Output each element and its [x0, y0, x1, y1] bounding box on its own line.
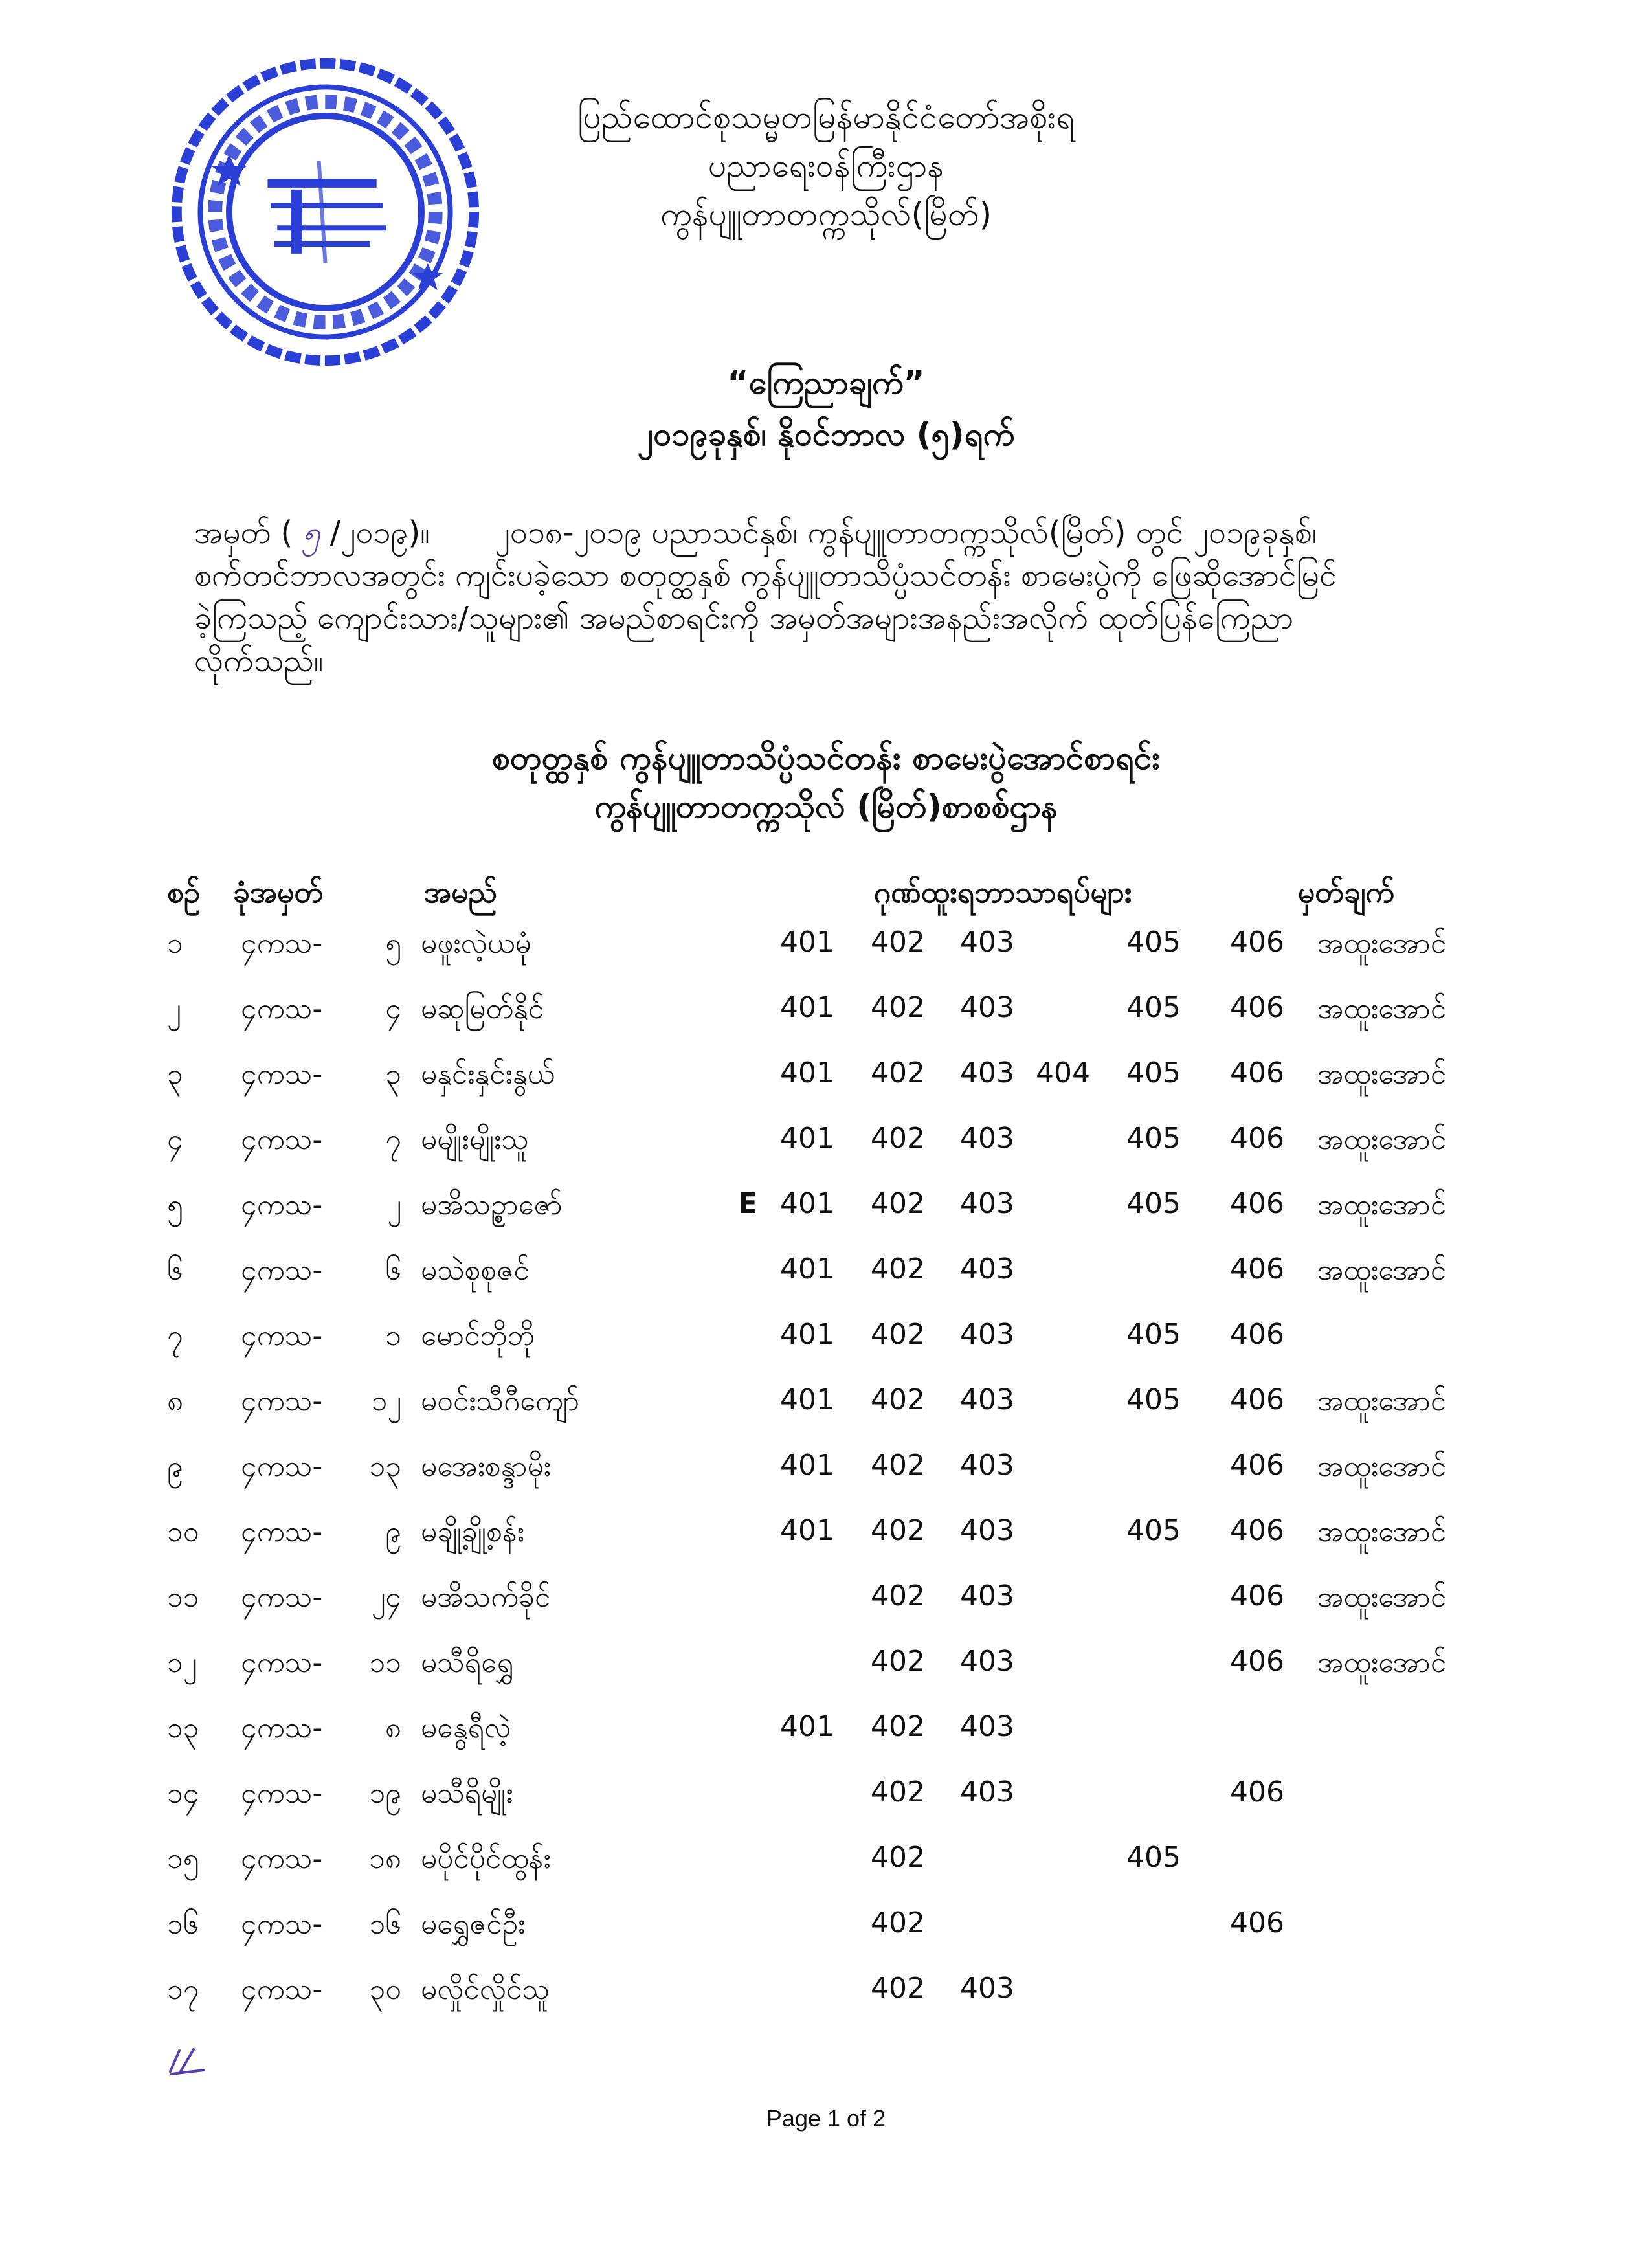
roll-prefix: ၄ကသ- [241, 1711, 323, 1745]
subject-403: 403 [960, 1318, 1014, 1351]
student-name: မသဲစုစုဇင် [421, 1254, 530, 1287]
subject-401: 401 [780, 926, 834, 959]
row-number: ၁၃ [167, 1711, 199, 1745]
student-name: မနွေရီလဲ့ [421, 1711, 511, 1745]
table-row [0, 1253, 1652, 1317]
roll-prefix: ၄ကသ- [241, 1319, 323, 1352]
table-row [0, 1056, 1652, 1121]
subject-405: 405 [1126, 1318, 1181, 1351]
paragraph-line-4: လိုက်သည်။ [194, 643, 324, 679]
column-header-subjects: ဂုဏ်ထူးရဘာသာရပ်များ [874, 875, 1132, 909]
handwritten-tick-mark [165, 2046, 210, 2078]
subject-402: 402 [871, 1449, 925, 1482]
roll-prefix: ၄ကသ- [241, 1123, 323, 1156]
table-row [0, 1449, 1652, 1513]
subject-403: 403 [960, 1514, 1014, 1547]
subject-403: 403 [960, 1645, 1014, 1678]
subject-405: 405 [1126, 926, 1181, 959]
remark: အထူးအောင် [1317, 1123, 1447, 1156]
table-row [0, 1710, 1652, 1775]
remark: အထူးအောင် [1317, 1515, 1447, 1548]
subject-402: 402 [871, 1906, 925, 1939]
roll-number: ၁၆ [369, 1908, 401, 1941]
row-number: ၁၂ [167, 1646, 197, 1679]
student-name: မအေးစန္ဒာမိုး [421, 1450, 551, 1483]
table-row [0, 1383, 1652, 1448]
subject-401: 401 [780, 1318, 834, 1351]
row-number: ၁၀ [167, 1515, 199, 1548]
government-title: ပြည်ထောင်စုသမ္မတမြန်မာနိုင်ငံတော်အစိုးရ [577, 98, 1075, 136]
row-number: ၁၆ [167, 1908, 199, 1941]
student-name: မချို့ချို့စန်း [421, 1515, 524, 1548]
row-number: ၁၄ [167, 1777, 199, 1810]
subject-402: 402 [871, 1253, 925, 1286]
subject-405: 405 [1126, 1056, 1181, 1089]
remark: အထူးအောင် [1317, 1058, 1447, 1091]
roll-prefix: ၄ကသ- [241, 1646, 323, 1679]
subject-403: 403 [960, 1187, 1014, 1220]
roll-prefix: ၄ကသ- [241, 927, 323, 960]
subject-406: 406 [1230, 926, 1284, 959]
row-number: ၇ [167, 1319, 183, 1352]
row-number: ၄ [167, 1123, 183, 1156]
subject-406: 406 [1230, 1056, 1284, 1089]
roll-number: ၇ [385, 1123, 401, 1156]
row-number: ၁၅ [167, 1842, 199, 1875]
table-row [0, 1579, 1652, 1644]
student-name: မဝင်းသီဂီကျော် [421, 1385, 580, 1418]
remark: အထူးအောင် [1317, 1385, 1447, 1418]
notice-date: ၂၀၁၉ခုနှစ်၊ နိုဝင်ဘာလ (၅)ရက် [637, 416, 1015, 453]
subject-405: 405 [1126, 1383, 1181, 1416]
row-number: ၁ [167, 927, 183, 960]
column-header-remark: မှတ်ချက် [1298, 875, 1395, 909]
remark: အထူးအောင် [1317, 927, 1447, 960]
roll-prefix: ၄ကသ- [241, 1058, 323, 1091]
list-title: စတုတ္ထနှစ် ကွန်ပျူတာသိပ္ပံသင်တန်း စာမေးပွဲအောင်စာရင်း [491, 739, 1161, 777]
student-name: မရွှေဇင်ဦး [421, 1908, 526, 1941]
table-row [0, 1514, 1652, 1579]
subject-403: 403 [960, 1776, 1014, 1809]
roll-prefix: ၄ကသ- [241, 1908, 323, 1941]
student-name: မပိုင်ပိုင်ထွန်း [421, 1842, 551, 1875]
announcement-paragraph [194, 511, 1463, 682]
subject-406: 406 [1230, 1253, 1284, 1286]
roll-number: ၁ [385, 1319, 401, 1352]
subject-402: 402 [871, 1514, 925, 1547]
roll-prefix: ၄ကသ- [241, 1385, 323, 1418]
paragraph-line-3: ခဲ့ကြသည့် ကျောင်းသား/သူများ၏ အမည်စာရင်းကို အမှတ်အများအနည်းအလိုက် ထုတ်ပြန်ကြေညာ [194, 600, 1293, 636]
remark: အထူးအောင် [1317, 1646, 1447, 1679]
subject-402: 402 [871, 1056, 925, 1089]
roll-number: ၁၉ [369, 1777, 401, 1810]
row-number: ၈ [167, 1385, 184, 1418]
roll-prefix: ၄ကသ- [241, 1581, 323, 1614]
reference-suffix: /၂၀၁၉)။ [329, 515, 430, 551]
student-name: မသီရိမျိုး [421, 1777, 513, 1810]
roll-number: ၁၃ [369, 1450, 401, 1483]
roll-number: ၉ [385, 1515, 401, 1548]
column-header-name: အမည် [424, 875, 497, 909]
subject-402: 402 [871, 1972, 925, 2005]
roll-prefix: ၄ကသ- [241, 1777, 323, 1810]
roll-prefix: ၄ကသ- [241, 1450, 323, 1483]
subject-402: 402 [871, 1841, 925, 1874]
table-row [0, 1972, 1652, 2036]
subject-401: 401 [780, 1253, 834, 1286]
remark: အထူးအောင် [1317, 1581, 1447, 1614]
student-name: မဆုမြတ်နိုင် [421, 992, 544, 1025]
subject-406: 406 [1230, 1579, 1284, 1612]
subject-405: 405 [1126, 1187, 1181, 1220]
subject-401: 401 [780, 991, 834, 1024]
subject-401: 401 [780, 1122, 834, 1155]
roll-prefix: ၄ကသ- [241, 1188, 323, 1221]
student-name: မသီရိရွှေ [421, 1646, 513, 1679]
table-row [0, 991, 1652, 1056]
row-number: ၁၁ [167, 1581, 199, 1614]
subject-405: 405 [1126, 1841, 1181, 1874]
reference-number-handwritten: ၅ [302, 515, 320, 551]
subject-406: 406 [1230, 1514, 1284, 1547]
roll-number: ၆ [385, 1254, 401, 1287]
subject-402: 402 [871, 1187, 925, 1220]
subject-406: 406 [1230, 1187, 1284, 1220]
table-row [0, 1841, 1652, 1906]
student-name: မအိသက်ခိုင် [421, 1581, 551, 1614]
subject-406: 406 [1230, 1776, 1284, 1809]
table-row [0, 1776, 1652, 1840]
row-number: ၃ [167, 1058, 183, 1091]
subject-405: 405 [1126, 1514, 1181, 1547]
subject-406: 406 [1230, 1383, 1284, 1416]
row-number: ၉ [167, 1450, 183, 1483]
subject-406: 406 [1230, 991, 1284, 1024]
column-header-roll: ခုံအမှတ် [233, 875, 324, 909]
paragraph-text-1: ၂၀၁၈-၂၀၁၉ ပညာသင်နှစ်၊ ကွန်ပျူတာတက္ကသိုလ်(မြိတ်) တွင် ၂၀၁၉ခုနှစ်၊ [495, 515, 1317, 551]
reference-prefix: အမှတ် ( [194, 515, 293, 551]
subject-401: 401 [780, 1710, 834, 1743]
subject-403: 403 [960, 1579, 1014, 1612]
subject-405: 405 [1126, 991, 1181, 1024]
column-header-no: စဉ် [167, 875, 201, 909]
subject-402: 402 [871, 1710, 925, 1743]
subject-403: 403 [960, 1972, 1014, 2005]
distinction-mark: E [738, 1187, 758, 1220]
subject-402: 402 [871, 1383, 925, 1416]
student-name: မလှိုင်လှိုင်သူ [421, 1973, 550, 2006]
remark: အထူးအောင် [1317, 1450, 1447, 1483]
row-number: ၁၇ [167, 1973, 199, 2006]
roll-number: ၈ [385, 1711, 401, 1745]
subject-403: 403 [960, 1383, 1014, 1416]
table-row [0, 1906, 1652, 1971]
roll-number: ၁၈ [369, 1842, 401, 1875]
row-number: ၆ [167, 1254, 183, 1287]
student-name: မအိသဥ္စာဇော် [421, 1188, 563, 1221]
student-name: မောင်ဘိုဘို [421, 1319, 535, 1352]
student-name: မနှင်းနှင်းနွယ် [421, 1058, 555, 1091]
table-row [0, 926, 1652, 990]
subject-402: 402 [871, 1318, 925, 1351]
subject-406: 406 [1230, 1906, 1284, 1939]
roll-prefix: ၄ကသ- [241, 1515, 323, 1548]
student-name: မမျိုးမျိုးသူ [421, 1123, 529, 1156]
row-number: ၂ [167, 992, 181, 1025]
subject-403: 403 [960, 1056, 1014, 1089]
subject-402: 402 [871, 1776, 925, 1809]
remark: အထူးအောင် [1317, 1254, 1447, 1287]
roll-number: ၁၂ [371, 1385, 401, 1418]
subject-406: 406 [1230, 1122, 1284, 1155]
roll-number: ၄ [385, 992, 401, 1025]
student-name: မဖူးလဲ့ယမုံ [421, 927, 531, 960]
subject-402: 402 [871, 1645, 925, 1678]
list-subtitle: ကွန်ပျူတာတက္ကသိုလ် (မြိတ်)စာစစ်ဌာန [594, 788, 1058, 825]
roll-prefix: ၄ကသ- [241, 1973, 323, 2006]
roll-prefix: ၄ကသ- [241, 992, 323, 1025]
table-row [0, 1122, 1652, 1187]
subject-402: 402 [871, 1579, 925, 1612]
roll-number: ၃၀ [369, 1973, 401, 2006]
subject-403: 403 [960, 1122, 1014, 1155]
subject-405: 405 [1126, 1122, 1181, 1155]
remark: အထူးအောင် [1317, 1188, 1447, 1221]
table-row [0, 1318, 1652, 1383]
roll-number: ၅ [385, 927, 401, 960]
roll-prefix: ၄ကသ- [241, 1842, 323, 1875]
table-row [0, 1187, 1652, 1252]
roll-prefix: ၄ကသ- [241, 1254, 323, 1287]
subject-403: 403 [960, 926, 1014, 959]
subject-404: 404 [1036, 1056, 1090, 1089]
subject-401: 401 [780, 1449, 834, 1482]
subject-401: 401 [780, 1383, 834, 1416]
row-number: ၅ [167, 1188, 183, 1221]
notice-title: “ကြေညာချက်” [727, 364, 925, 401]
page-number: Page 1 of 2 [766, 2105, 886, 2132]
roll-number: ၂ [387, 1188, 401, 1221]
subject-402: 402 [871, 926, 925, 959]
paragraph-line-2: စက်တင်ဘာလအတွင်း ကျင်းပခဲ့သော စတုတ္ထနှစ် ကွန်ပျူတာသိပ္ပံသင်တန်း စာမေးပွဲကို ဖြေဆိုအောင်မြင် [194, 557, 1337, 594]
roll-number: ၃ [385, 1058, 401, 1091]
subject-403: 403 [960, 1710, 1014, 1743]
subject-401: 401 [780, 1514, 834, 1547]
subject-403: 403 [960, 991, 1014, 1024]
subject-401: 401 [780, 1187, 834, 1220]
subject-403: 403 [960, 1449, 1014, 1482]
subject-406: 406 [1230, 1318, 1284, 1351]
roll-number: ၁၁ [369, 1646, 401, 1679]
table-row [0, 1645, 1652, 1710]
subject-401: 401 [780, 1056, 834, 1089]
subject-402: 402 [871, 991, 925, 1024]
roll-number: ၂၄ [371, 1581, 401, 1614]
subject-402: 402 [871, 1122, 925, 1155]
paragraph-line-1 [194, 511, 1463, 554]
university-title: ကွန်ပျူတာတက္ကသိုလ်(မြိတ်) [660, 195, 992, 233]
subject-406: 406 [1230, 1645, 1284, 1678]
remark: အထူးအောင် [1317, 992, 1447, 1025]
ministry-title: ပညာရေးဝန်ကြီးဌာန [708, 147, 944, 184]
subject-406: 406 [1230, 1449, 1284, 1482]
subject-403: 403 [960, 1253, 1014, 1286]
